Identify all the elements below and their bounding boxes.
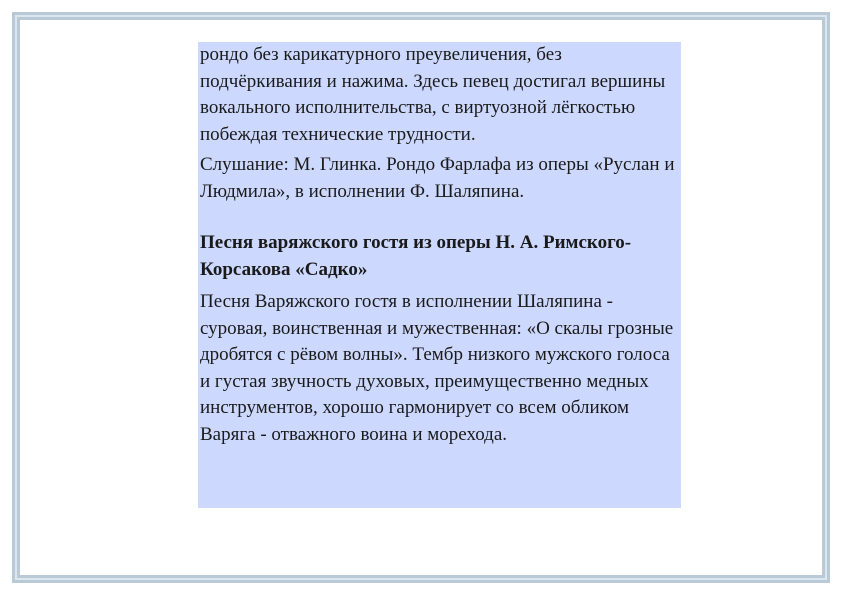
paragraph-varangian-description: Песня Варяжского гостя в исполнении Шаляпина - суровая, воинственная и мужественная: «О скалы грозные дробятся с рёвом волны». Тембр низкого мужского голоса и густая звучность духовых, преимущественно медных инструментов, хорошо гармонирует со всем обликом Варяга - отважного воина и морехода.	[200, 291, 674, 445]
paragraph-listening-farlaf: Слушание: М. Глинка. Рондо Фарлафа из оперы «Руслан и Людмила», в исполнении Ф. Шаляпина.	[200, 154, 675, 202]
paragraph-rondo-description: рондо без карикатурного преувеличения, без подчёркивания и нажима. Здесь певец достигал вершины вокального исполнительства, с виртуозной лёгкостью побеждая технические трудности.	[200, 44, 666, 145]
section-heading-varangian-song: Песня варяжского гостя из оперы Н. А. Римского-Корсакова «Садко»	[200, 232, 632, 280]
text-box	[198, 42, 681, 508]
